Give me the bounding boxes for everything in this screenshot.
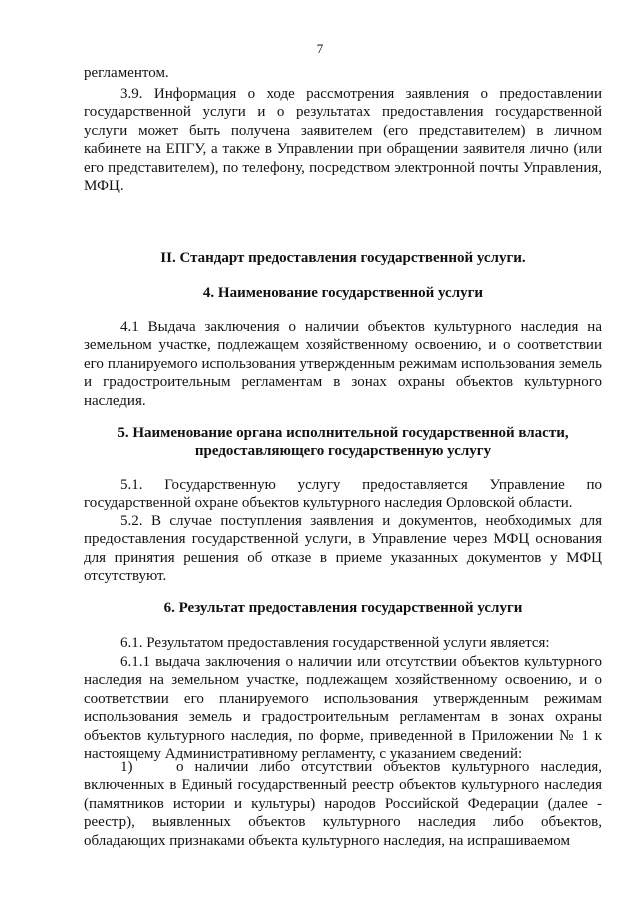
paragraph-6-1-1: 6.1.1 выдача заключения о наличии или отсутствии объектов культурного наследия на земельном участке, подлежащем хозяйственному освоению, и о соответствии его планируемого использования утвержденным режимам использования земель и градостроительным регламентам в зонах охраны объектов культурного наследия, по форме, приведенной в Приложении № 1 к настоящему Административному регламенту, с указанием сведений: bbox=[84, 654, 602, 763]
paragraph-3-9: 3.9. Информация о ходе рассмотрения заявления о предоставлении государственной услуги и о результатах предоставления государственной услуги может быть получена заявителем (его представителем) в личном кабинете на ЕПГУ, а также в Управлении при обращении заявителя лично (или его представителем), по телефону, посредством электронной почты Управления, МФЦ. bbox=[84, 86, 602, 195]
list-item-1-text: о наличии либо отсутствии объектов культурного наследия, включенных в Единый государственный реестр объектов культурного наследия (памятников истории и культуры) народов Российской Федерации (далее - реестр), выявленных объектов культурного наследия либо объектов, обладающих признаками объекта культурного наследия, на испрашиваемом bbox=[84, 759, 602, 849]
section-6-heading: 6. Результат предоставления государственной услуги bbox=[163, 600, 523, 616]
paragraph-4-1: 4.1 Выдача заключения о наличии объектов культурного наследия на земельном участке, подлежащем хозяйственному освоению, и о соответствии его планируемого использования утвержденным режимам использования земель и градостроительным регламентам в зонах охраны объектов культурного наследия. bbox=[84, 319, 602, 409]
section-5-heading-line2: предоставляющего государственную услугу bbox=[194, 443, 492, 460]
section-4-heading: 4. Наименование государственной услуги bbox=[202, 285, 484, 301]
list-item-1-number: 1) bbox=[120, 759, 133, 775]
paragraph-6-1: 6.1. Результатом предоставления государственной услуги является: bbox=[120, 635, 550, 651]
continuation-text: регламентом. bbox=[84, 65, 169, 81]
page-number: 7 bbox=[316, 41, 324, 56]
section-5-heading bbox=[84, 424, 602, 461]
paragraph-5-1: 5.1. Государственную услугу предоставляется Управление по государственной охране объектов культурного наследия Орловской области. bbox=[84, 477, 602, 512]
section-ii-heading: II. Стандарт предоставления государственной услуги. bbox=[160, 250, 526, 266]
paragraph-5-2: 5.2. В случае поступления заявления и документов, необходимых для предоставления государственной услуги, в Управление через МФЦ основания для принятия решения об отказе в приеме указанных документов у МФЦ отсутствуют. bbox=[84, 513, 602, 585]
list-item-1 bbox=[84, 758, 602, 850]
section-5-heading-line1: 5. Наименование органа исполнительной государственной власти, bbox=[117, 425, 569, 441]
